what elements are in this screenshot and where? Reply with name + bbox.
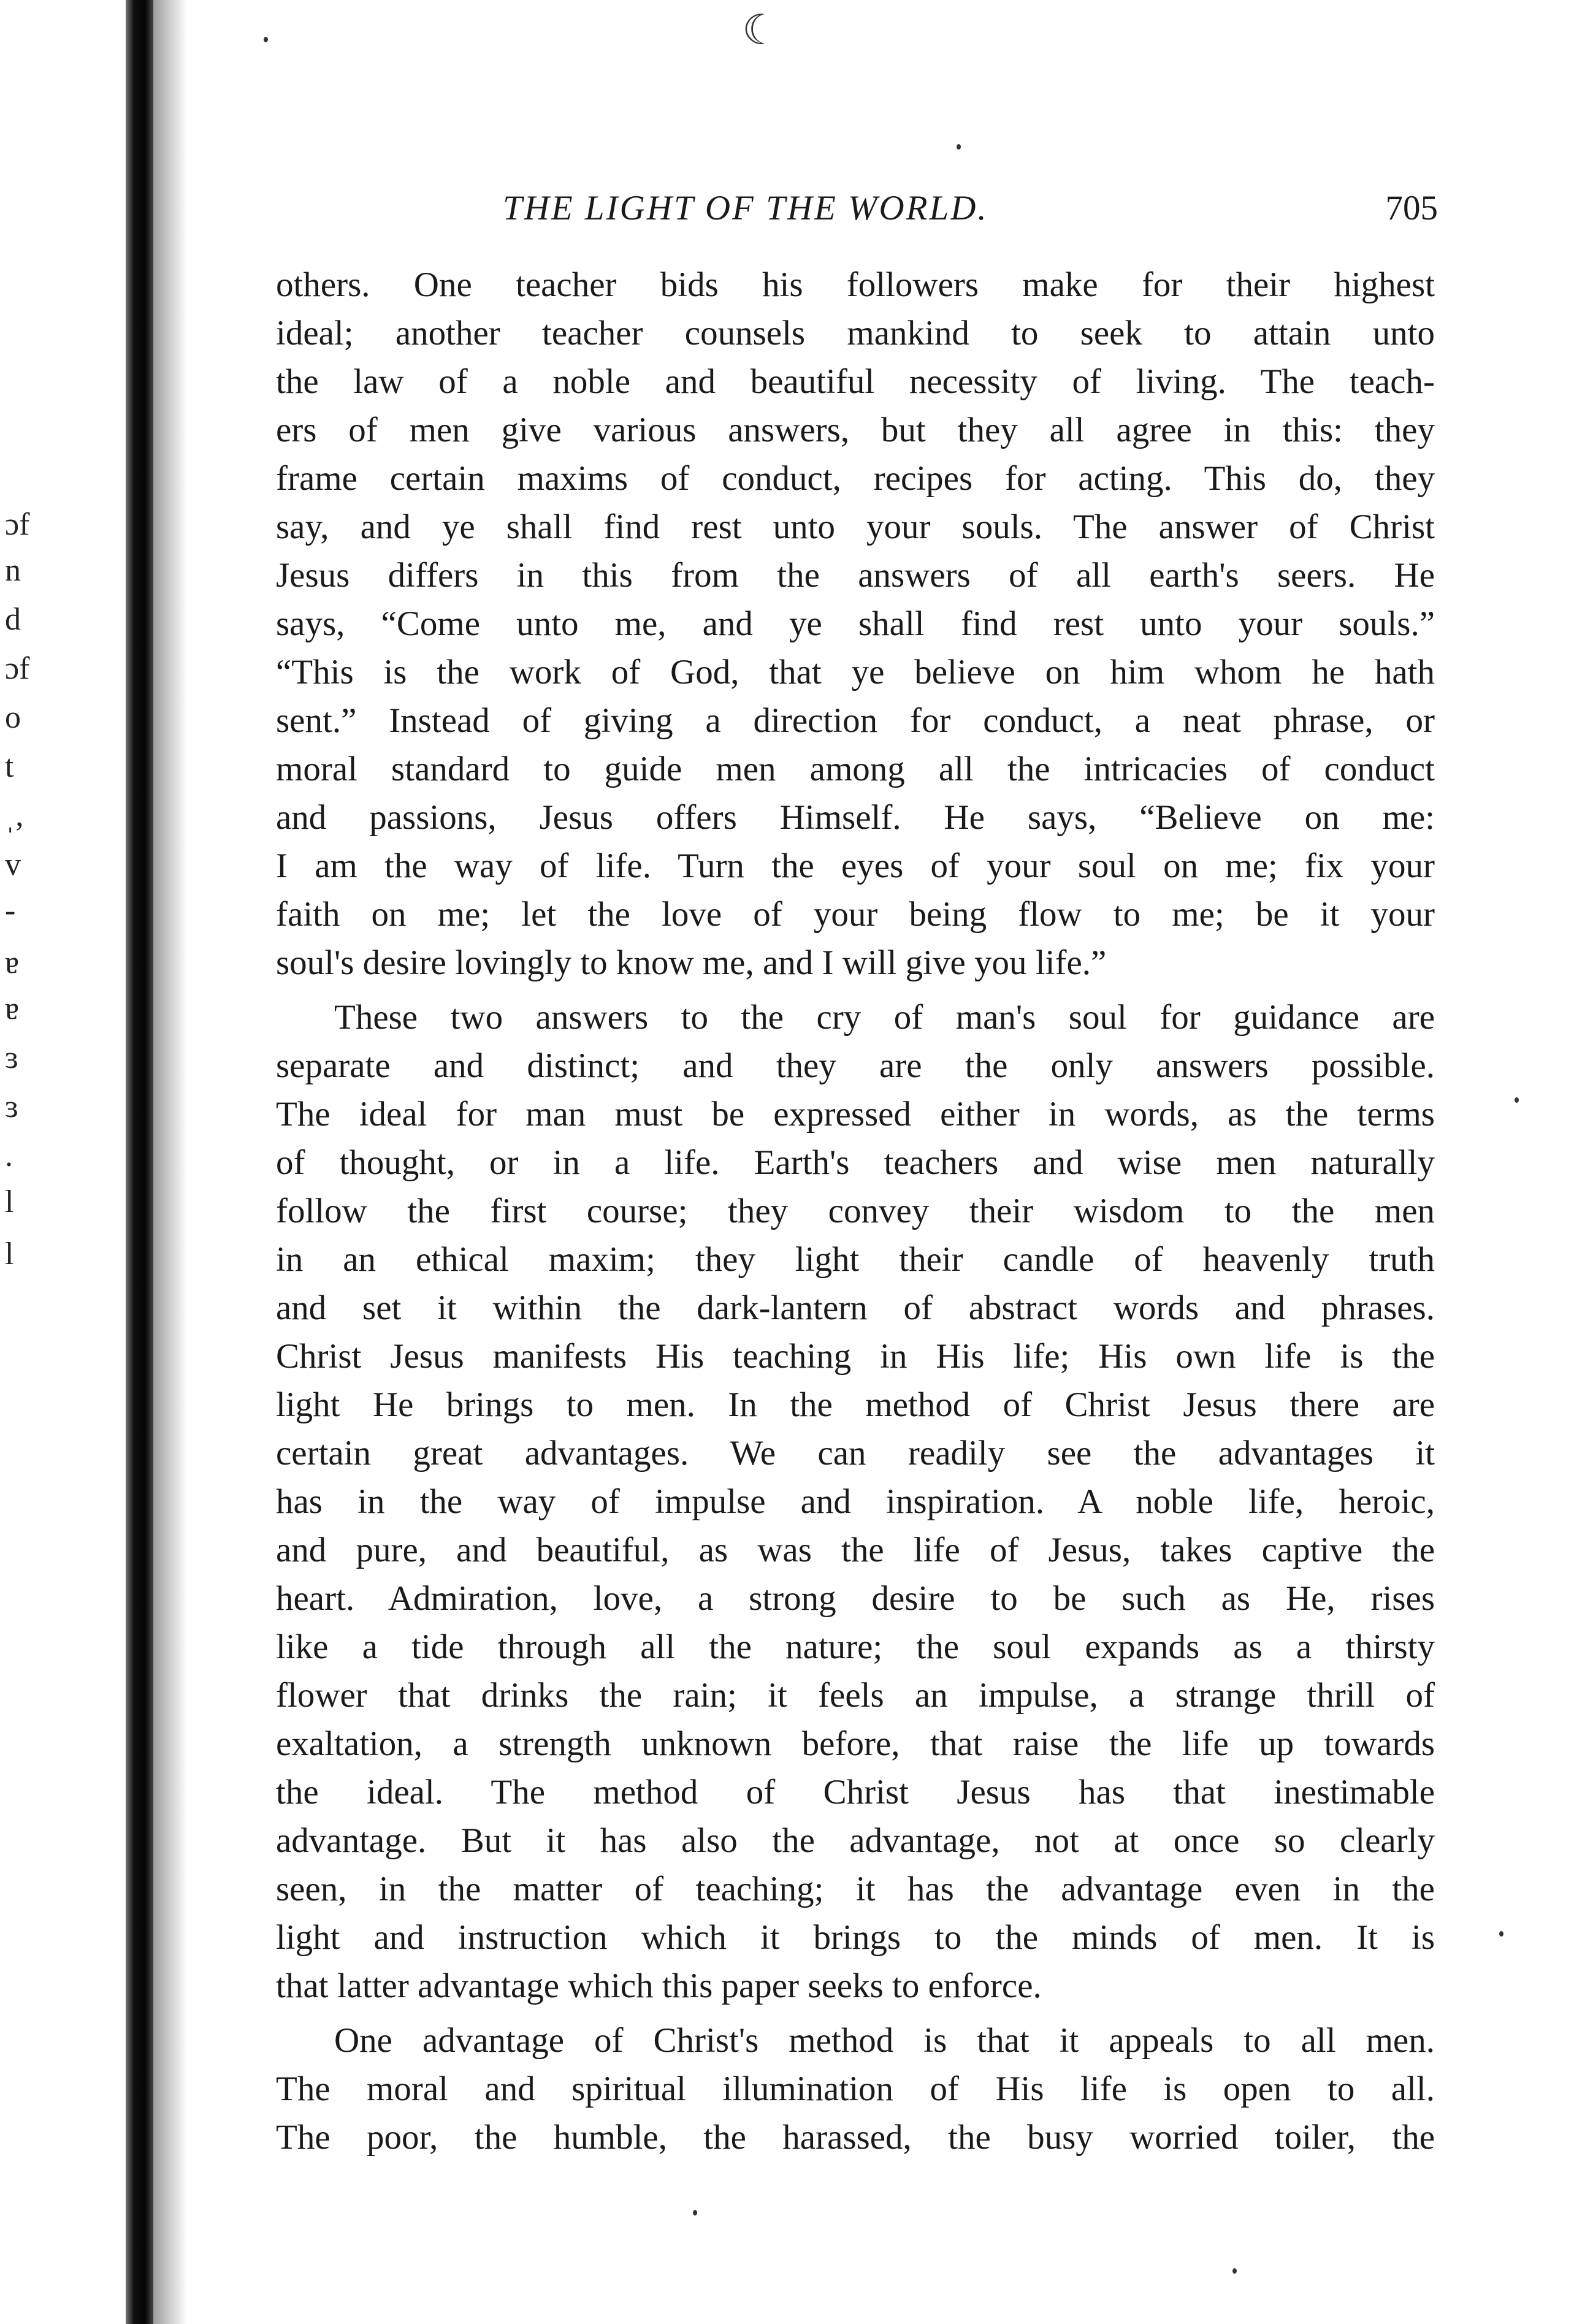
previous-page-fragment: t bbox=[5, 749, 14, 784]
text-line: the law of a noble and beautiful necessity of living. The teach- bbox=[276, 362, 1435, 401]
text-line: light and instruction which it brings to the minds of men. It is bbox=[276, 1918, 1435, 1957]
ink-speck bbox=[1232, 2268, 1237, 2274]
text-line: flower that drinks the rain; it feels an impulse, a strange thrill of bbox=[276, 1676, 1435, 1715]
text-line: frame certain maxims of conduct, recipes for acting. This do, they bbox=[276, 459, 1435, 498]
text-line: heart. Admiration, love, a strong desire to be such as He, rises bbox=[276, 1579, 1435, 1618]
ink-speck bbox=[693, 2210, 697, 2215]
ink-speck bbox=[1515, 1097, 1519, 1103]
ink-speck bbox=[1499, 1931, 1503, 1937]
paragraph bbox=[276, 2016, 1435, 2162]
text-line: sent.” Instead of giving a direction for conduct, a neat phrase, or bbox=[276, 701, 1435, 740]
text-line: says, “Come unto me, and ye shall find rest unto your souls.” bbox=[276, 604, 1435, 643]
text-line: One advantage of Christ's method is that it appeals to all men. bbox=[334, 2021, 1435, 2060]
text-line: The poor, the humble, the harassed, the busy worried toiler, the bbox=[276, 2118, 1435, 2157]
paragraph-gap bbox=[276, 987, 1435, 993]
previous-page-fragment: ɐ bbox=[5, 945, 20, 980]
top-mark: ☾ bbox=[742, 7, 779, 53]
previous-page-fragment: ˌ, bbox=[5, 798, 24, 833]
text-line: I am the way of life. Turn the eyes of your soul on me; fix your bbox=[276, 847, 1435, 885]
previous-page-fragment: ɔf bbox=[5, 651, 30, 686]
book-binding-gutter bbox=[126, 0, 153, 2324]
paragraph bbox=[276, 993, 1435, 2010]
previous-page-fragment: ɜ bbox=[5, 1089, 18, 1124]
text-line: “This is the work of God, that ye believe on him whom he hath bbox=[276, 653, 1435, 691]
text-line: and set it within the dark-lantern of abstract words and phrases. bbox=[276, 1289, 1435, 1327]
text-line: faith on me; let the love of your being flow to me; be it your bbox=[276, 895, 1435, 934]
text-line: and passions, Jesus offers Himself. He says, “Believe on me: bbox=[276, 798, 1435, 837]
text-line: ers of men give various answers, but they all agree in this: they bbox=[276, 411, 1435, 449]
text-line: The ideal for man must be expressed either in words, as the terms bbox=[276, 1095, 1435, 1133]
previous-page-fragment: o bbox=[5, 700, 21, 735]
previous-page-fragment: - bbox=[5, 893, 16, 928]
page-header bbox=[282, 181, 1438, 236]
text-line: of thought, or in a life. Earth's teachers and wise men naturally bbox=[276, 1143, 1435, 1182]
text-line: moral standard to guide men among all the intricacies of conduct bbox=[276, 750, 1435, 788]
body-text bbox=[276, 261, 1435, 2162]
text-line: seen, in the matter of teaching; it has the advantage even in the bbox=[276, 1870, 1435, 1908]
text-line: separate and distinct; and they are the only answers possible. bbox=[276, 1046, 1435, 1085]
previous-page-fragment: ɔf bbox=[5, 507, 30, 542]
previous-page-fragment: l bbox=[5, 1184, 14, 1219]
text-line: and pure, and beautiful, as was the life of Jesus, takes captive the bbox=[276, 1531, 1435, 1569]
page-number: 705 bbox=[1385, 189, 1438, 227]
previous-page-fragment: d bbox=[5, 602, 21, 637]
ink-speck bbox=[264, 37, 268, 42]
text-line: exaltation, a strength unknown before, that raise the life up towards bbox=[276, 1724, 1435, 1763]
text-line: the ideal. The method of Christ Jesus has that inestimable bbox=[276, 1773, 1435, 1812]
previous-page-fragment: v bbox=[5, 847, 21, 882]
text-line: ideal; another teacher counsels mankind to seek to attain unto bbox=[276, 314, 1435, 352]
text-line: advantage. But it has also the advantage, not at once so clearly bbox=[276, 1821, 1435, 1860]
text-line: like a tide through all the nature; the soul expands as a thirsty bbox=[276, 1628, 1435, 1666]
text-line: follow the first course; they convey their wisdom to the men bbox=[276, 1192, 1435, 1230]
text-line: soul's desire lovingly to know me, and I will give you life.” bbox=[276, 943, 1107, 982]
running-title: THE LIGHT OF THE WORLD. bbox=[503, 189, 988, 227]
previous-page-fragment: n bbox=[5, 553, 21, 588]
previous-page-edge bbox=[0, 0, 55, 2324]
text-line: say, and ye shall find rest unto your souls. The answer of Christ bbox=[276, 508, 1435, 546]
text-line: The moral and spiritual illumination of His life is open to all. bbox=[276, 2070, 1435, 2108]
text-line: in an ethical maxim; they light their candle of heavenly truth bbox=[276, 1240, 1435, 1279]
text-line: light He brings to men. In the method of Christ Jesus there are bbox=[276, 1385, 1435, 1424]
text-line: others. One teacher bids his followers make for their highest bbox=[276, 265, 1435, 304]
previous-page-fragment: l bbox=[5, 1236, 14, 1271]
text-line: Christ Jesus manifests His teaching in His life; His own life is the bbox=[276, 1337, 1435, 1376]
paragraph bbox=[276, 261, 1435, 987]
text-line: These two answers to the cry of man's soul for guidance are bbox=[334, 998, 1435, 1037]
text-line: has in the way of impulse and inspiration. A noble life, heroic, bbox=[276, 1482, 1435, 1521]
previous-page-fragment: ɜ bbox=[5, 1040, 18, 1075]
text-line: certain great advantages. We can readily see the advantages it bbox=[276, 1434, 1435, 1473]
previous-page-fragment: ɐ bbox=[5, 991, 20, 1026]
text-line: that latter advantage which this paper seeks to enforce. bbox=[276, 1967, 1042, 2005]
paragraph-gap bbox=[276, 2010, 1435, 2016]
text-line: Jesus differs in this from the answers of all earth's seers. He bbox=[276, 556, 1435, 595]
ink-speck bbox=[957, 144, 961, 150]
previous-page-fragment: . bbox=[5, 1138, 13, 1173]
